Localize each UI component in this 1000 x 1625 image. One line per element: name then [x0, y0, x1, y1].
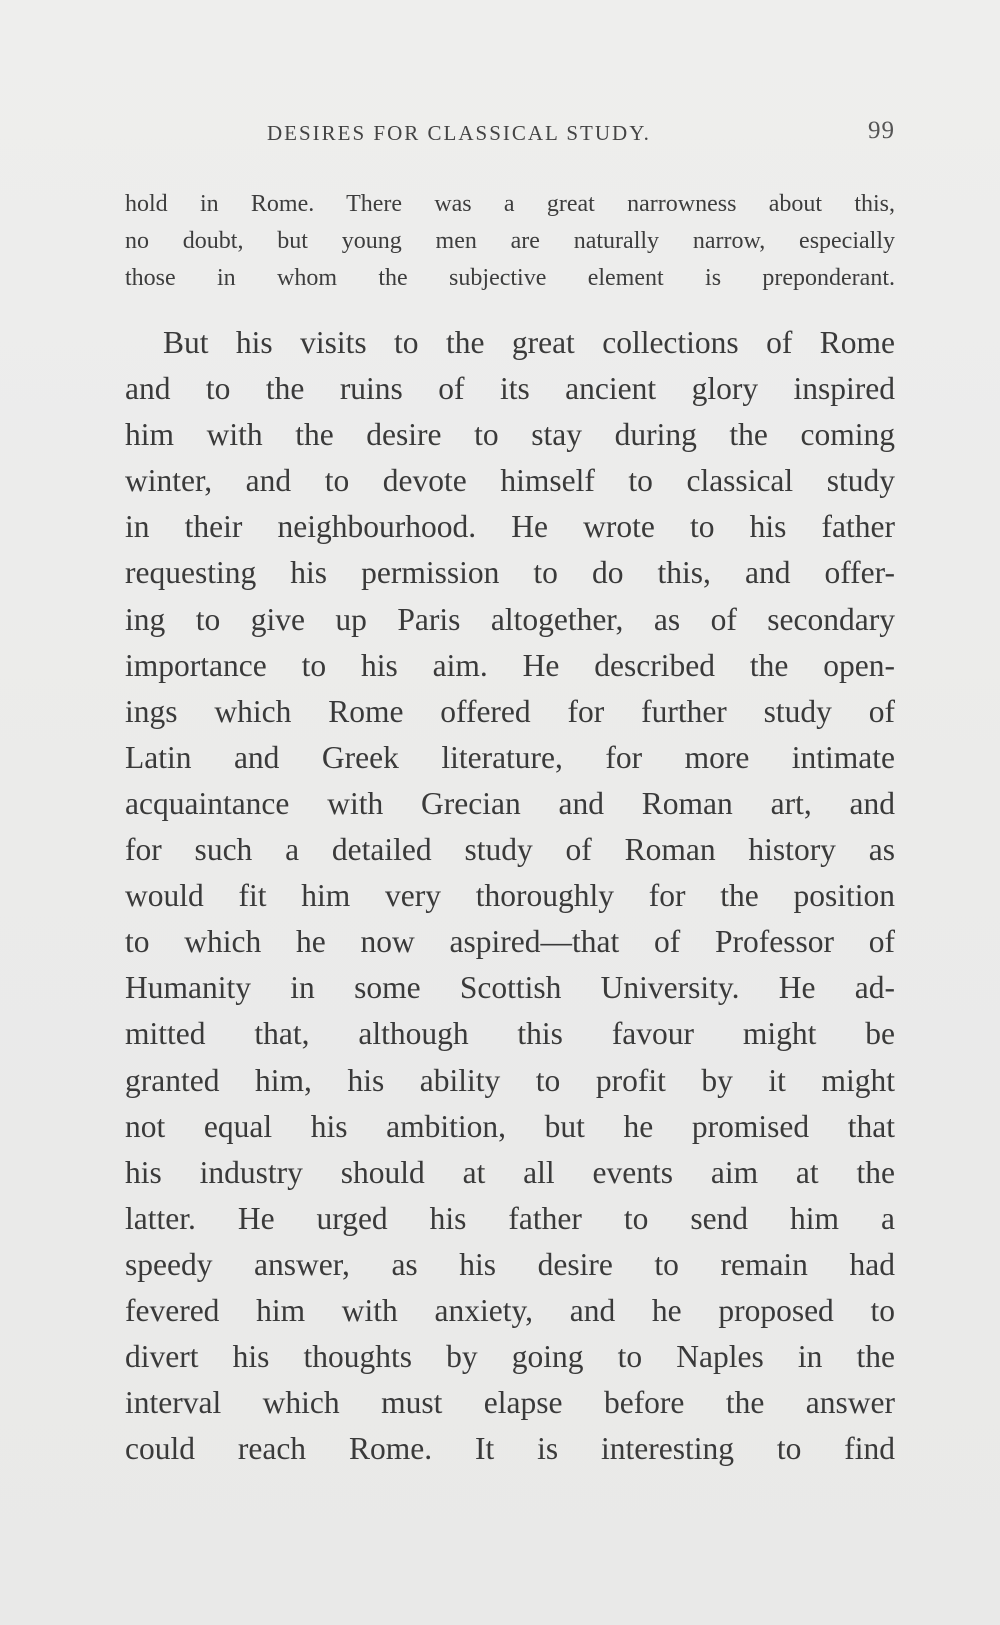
text-line: speedy answer, as his desire to remain had — [125, 1246, 895, 1282]
text-line: Latin and Greek literature, for more intimate — [125, 739, 895, 775]
text-line: mitted that, although this favour might be — [125, 1016, 895, 1052]
page-number: 99 — [868, 117, 895, 144]
text-line: requesting his permission to do this, and offer- — [125, 555, 895, 591]
paragraph-continued — [125, 186, 895, 297]
text-line: importance to his aim. He described the open- — [125, 647, 895, 683]
text-line: winter, and to devote himself to classical study — [125, 463, 895, 499]
text-line: to which he now aspired—that of Professor of — [125, 924, 895, 960]
running-head — [125, 117, 895, 151]
text-line: divert his thoughts by going to Naples in the — [125, 1339, 895, 1375]
text-line: not equal his ambition, but he promised that — [125, 1108, 895, 1144]
text-line: would fit him very thoroughly for the position — [125, 878, 895, 914]
text-line: those in whom the subjective element is preponderant. — [125, 265, 895, 291]
text-line: could reach Rome. It is interesting to find — [125, 1431, 895, 1467]
text-line: no doubt, but young men are naturally narrow, especially — [125, 228, 895, 254]
running-title: DESIRES FOR CLASSICAL STUDY. — [267, 121, 651, 145]
text-line: his industry should at all events aim at the — [125, 1154, 895, 1190]
text-line: ing to give up Paris altogether, as of secondary — [125, 601, 895, 637]
text-line: hold in Rome. There was a great narrowness about this, — [125, 191, 895, 217]
text-line: But his visits to the great collections of Rome — [163, 325, 895, 360]
text-line: acquaintance with Grecian and Roman art, and — [125, 785, 895, 821]
text-line: and to the ruins of its ancient glory inspired — [125, 371, 895, 407]
text-line: ings which Rome offered for further study of — [125, 693, 895, 729]
text-line: granted him, his ability to profit by it might — [125, 1062, 895, 1098]
paragraph-main — [125, 320, 895, 1472]
text-line: Humanity in some Scottish University. He ad- — [125, 970, 895, 1006]
text-line: for such a detailed study of Roman history as — [125, 832, 895, 868]
text-line: interval which must elapse before the answer — [125, 1385, 895, 1421]
text-line: in their neighbourhood. He wrote to his father — [125, 509, 895, 545]
text-line: him with the desire to stay during the coming — [125, 417, 895, 453]
text-line: fevered him with anxiety, and he proposed to — [125, 1292, 895, 1328]
text-line: latter. He urged his father to send him a — [125, 1200, 895, 1236]
